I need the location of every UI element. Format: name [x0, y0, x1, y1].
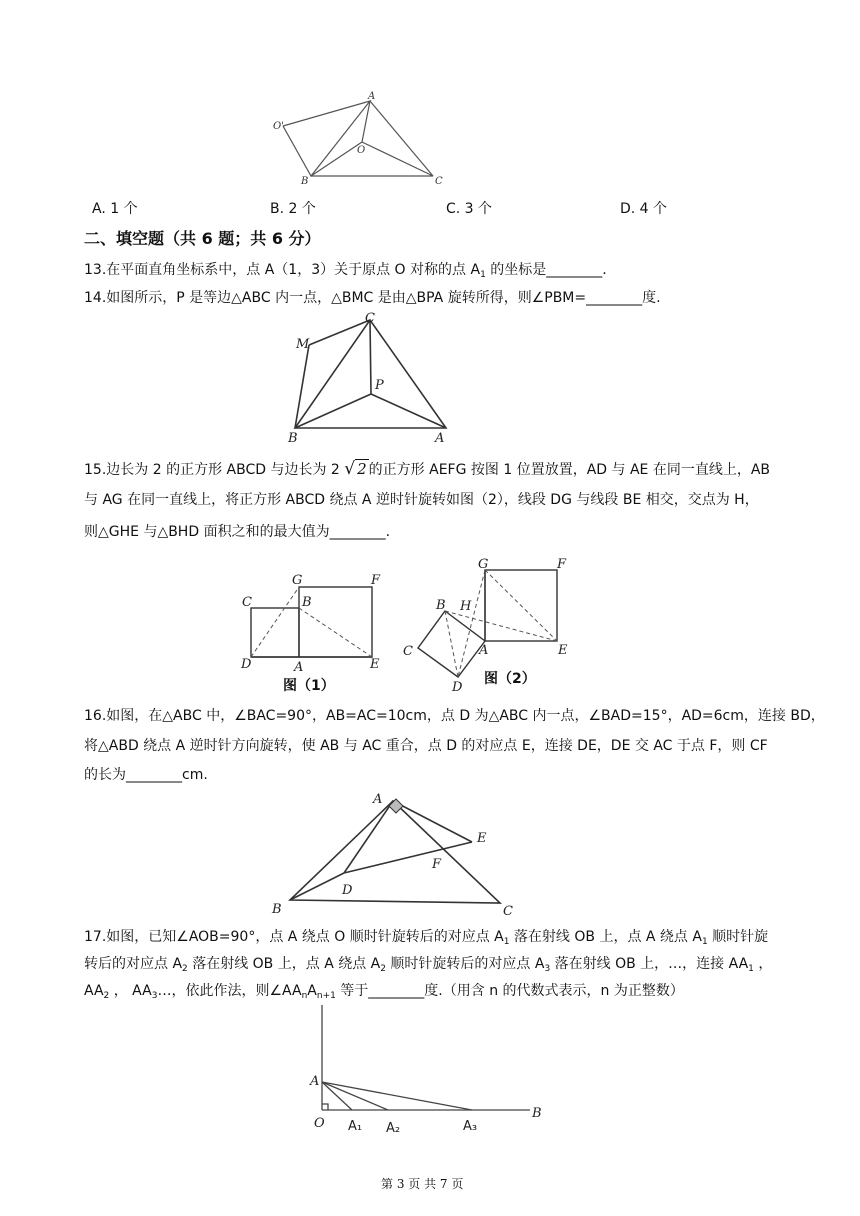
fig2-label-b: B: [436, 598, 446, 613]
question-14: 14.如图所示，P 是等边△ABC 内一点，△BMC 是由△BPA 旋转所得，则∠PBM=________度.: [84, 290, 661, 306]
fig1-label-b: B: [302, 595, 312, 610]
question-15-line2: 与 AG 在同一直线上，将正方形 ABCD 绕点 A 逆时针旋转如图（2），线段 DG 与线段 BE 相交，交点为 H，: [84, 492, 759, 508]
q17-label-a3: A₃: [463, 1119, 478, 1134]
section-heading: 二、填空题（共 6 题；共 6 分）: [84, 229, 321, 248]
fig2-label-a: A: [479, 643, 489, 658]
page-footer: 第 3 页 共 7 页: [381, 1177, 464, 1191]
q16-label-e: E: [477, 831, 487, 846]
fig1-caption: 图（1）: [283, 678, 335, 694]
q16-label-f: F: [432, 857, 442, 872]
fig1-label-c: C: [242, 595, 252, 610]
q17-label-a: A: [310, 1074, 320, 1089]
q12-label-a: A: [368, 91, 376, 102]
choice-d: D. 4 个: [620, 201, 668, 217]
q12-label-b: B: [301, 176, 309, 187]
question-15-line3: 则△GHE 与△BHD 面积之和的最大值为________.: [84, 524, 391, 540]
question-17-line2: 转后的对应点 $A_2$ 落在射线 OB 上，点 A 绕点 $A_2$ 顺时针旋转后的对应点 $A_3$ 落在射线 OB 上，…，连接 $AA_1$ ，: [84, 956, 773, 974]
q16-label-b: B: [272, 902, 282, 917]
fig2-label-f: F: [557, 557, 567, 572]
q17-label-b: B: [532, 1106, 542, 1121]
sqrt-symbol: √: [344, 459, 356, 479]
question-16-line2: 将△ABD 绕点 A 逆时针方向旋转，使 AB 与 AC 重合，点 D 的对应点 E，连接 DE，DE 交 AC 于点 F，则 CF: [84, 738, 768, 754]
fig1-label-e: E: [370, 657, 380, 672]
fig2-label-e: E: [558, 643, 568, 658]
choice-a: A. 1 个: [92, 201, 138, 217]
q12-label-o: O: [357, 145, 366, 156]
question-16-line3: 的长为________cm.: [84, 767, 208, 783]
fig1-label-a: A: [294, 660, 304, 675]
fig2-caption: 图（2）: [484, 671, 536, 687]
q12-label-c: C: [435, 176, 443, 187]
question-16-line1: 16.如图，在△ABC 中，∠BAC=90°，AB=AC=10cm，点 D 为△ABC 内一点，∠BAD=15°，AD=6cm，连接 BD，: [84, 708, 825, 724]
q16-label-c: C: [503, 904, 513, 919]
choice-c: C. 3 个: [446, 201, 493, 217]
question-17-line1: 17.如图，已知∠AOB=90°，点 A 绕点 O 顺时针旋转后的对应点 $A_1$ 落在射线 OB 上，点 A 绕点 $A_1$ 顺时针旋: [84, 929, 769, 947]
q17-label-o: O: [314, 1116, 325, 1131]
q14-label-a: A: [435, 431, 445, 446]
q14-label-p: P: [375, 378, 384, 393]
q17-label-a1: A₁: [348, 1119, 363, 1134]
q17-label-a2: A₂: [386, 1121, 401, 1136]
q14-label-c: C: [365, 311, 375, 326]
fig1-label-d: D: [241, 657, 252, 672]
q14-label-b: B: [288, 431, 298, 446]
q12-label-o1: O': [273, 121, 284, 132]
q14-label-m: M: [296, 337, 310, 352]
fig2-label-c: C: [403, 644, 413, 659]
fig2-label-d: D: [452, 680, 463, 695]
fig1-label-g: G: [292, 573, 303, 588]
question-17-line3: $AA_2$ ， $AA_3\dots$，依此作法，则$\angle AA_nA_{n+1}$ 等于________度.（用含 n 的代数式表示，n 为正整数）: [84, 983, 684, 1001]
question-13: 13.在平面直角坐标系中，点 A（1，3）关于原点 O 对称的点 $A_1$ 的坐标是________.: [84, 262, 607, 280]
fig2-label-g: G: [478, 557, 489, 572]
q16-label-d: D: [342, 883, 353, 898]
question-15-line1: 15.边长为 2 的正方形 ABCD 与边长为 2 √ 2 的正方形 AEFG 按图 1 位置放置，AD 与 AE 在同一直线上，AB: [84, 459, 771, 479]
choice-b: B. 2 个: [270, 201, 316, 217]
fig1-label-f: F: [371, 573, 381, 588]
fig2-label-h: H: [460, 599, 472, 614]
q16-label-a: A: [373, 792, 383, 807]
